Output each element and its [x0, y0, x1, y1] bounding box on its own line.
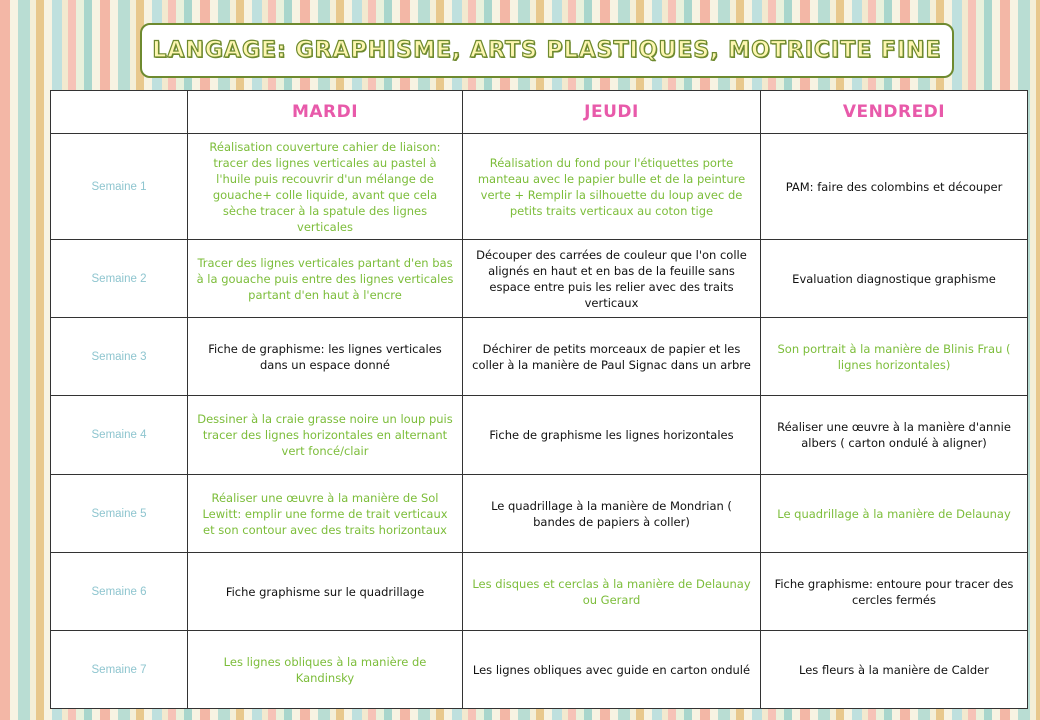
activity-cell-vendredi: Evaluation diagnostique graphisme	[761, 240, 1028, 318]
week-label: Semaine 5	[51, 475, 188, 553]
table-row	[51, 396, 1028, 475]
table-row	[51, 553, 1028, 631]
activity-cell-mardi: Fiche de graphisme: les lignes verticales dans un espace donné	[188, 318, 463, 396]
activity-cell-jeudi: Fiche de graphisme les lignes horizontales	[463, 396, 761, 475]
title-banner	[140, 23, 954, 78]
activity-cell-jeudi: Le quadrillage à la manière de Mondrian ( bandes de papiers à coller)	[463, 475, 761, 553]
activity-cell-vendredi: Réaliser une œuvre à la manière d'annie albers ( carton ondulé à aligner)	[761, 396, 1028, 475]
activity-cell-mardi: Les lignes obliques à la manière de Kandinsky	[188, 631, 463, 709]
header-row	[51, 91, 1028, 134]
activity-cell-mardi: Réaliser une œuvre à la manière de Sol Lewitt: emplir une forme de trait verticaux et son contour avec des traits horizontaux	[188, 475, 463, 553]
activity-cell-jeudi: Découper des carrées de couleur que l'on colle alignés en haut et en bas de la feuille sans espace entre puis les relier avec des traits verticaux	[463, 240, 761, 318]
schedule-body	[51, 134, 1028, 709]
week-label: Semaine 7	[51, 631, 188, 709]
table-row	[51, 134, 1028, 240]
week-label: Semaine 1	[51, 134, 188, 240]
activity-cell-vendredi: Le quadrillage à la manière de Delaunay	[761, 475, 1028, 553]
header-cell-empty	[51, 91, 188, 134]
page-title: LANGAGE: GRAPHISME, ARTS PLASTIQUES, MOTRICITE FINE	[152, 38, 942, 63]
week-label: Semaine 6	[51, 553, 188, 631]
activity-cell-mardi: Tracer des lignes verticales partant d'en bas à la gouache puis entre des lignes verticales partant d'en haut à l'encre	[188, 240, 463, 318]
activity-cell-jeudi: Réalisation du fond pour l'étiquettes porte manteau avec le papier bulle et de la peinture verte + Remplir la silhouette du loup avec de petits traits verticaux au coton tige	[463, 134, 761, 240]
activity-cell-vendredi: Les fleurs à la manière de Calder	[761, 631, 1028, 709]
activity-cell-vendredi: PAM: faire des colombins et découper	[761, 134, 1028, 240]
activity-cell-jeudi: Les disques et cerclas à la manière de Delaunay ou Gerard	[463, 553, 761, 631]
table-row	[51, 240, 1028, 318]
header-vendredi: VENDREDI	[761, 91, 1028, 134]
activity-cell-jeudi: Les lignes obliques avec guide en carton ondulé	[463, 631, 761, 709]
table-row	[51, 475, 1028, 553]
week-label: Semaine 2	[51, 240, 188, 318]
week-label: Semaine 3	[51, 318, 188, 396]
header-mardi: MARDI	[188, 91, 463, 134]
header-jeudi: JEUDI	[463, 91, 761, 134]
activity-cell-jeudi: Déchirer de petits morceaux de papier et les coller à la manière de Paul Signac dans un arbre	[463, 318, 761, 396]
table-row	[51, 318, 1028, 396]
activity-cell-vendredi: Son portrait à la manière de Blinis Frau ( lignes horizontales)	[761, 318, 1028, 396]
activity-cell-vendredi: Fiche graphisme: entoure pour tracer des cercles fermés	[761, 553, 1028, 631]
table-row	[51, 631, 1028, 709]
schedule-table	[50, 90, 1028, 709]
activity-cell-mardi: Dessiner à la craie grasse noire un loup puis tracer des lignes horizontales en alternant vert foncé/clair	[188, 396, 463, 475]
week-label: Semaine 4	[51, 396, 188, 475]
activity-cell-mardi: Fiche graphisme sur le quadrillage	[188, 553, 463, 631]
activity-cell-mardi: Réalisation couverture cahier de liaison: tracer des lignes verticales au pastel à l'huile puis recouvrir d'un mélange de gouache+ colle liquide, avant que cela sèche tracer à la spatule des lignes verticales	[188, 134, 463, 240]
